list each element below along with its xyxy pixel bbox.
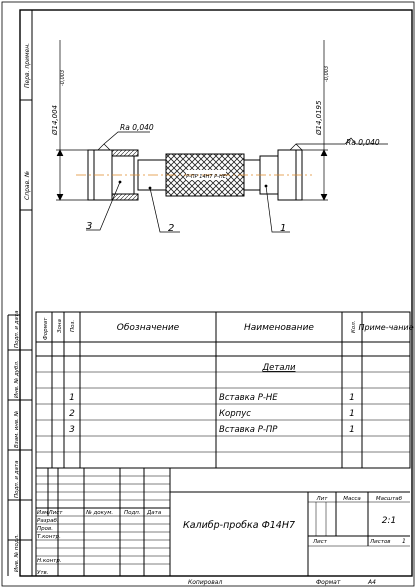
- spec-header-naimenovanie: Наименование: [244, 323, 314, 333]
- dim-left: [56, 40, 88, 200]
- marking-text: Р-ПР 14Н7 Р-НЕ: [186, 174, 226, 180]
- footer-format-value: А4: [368, 579, 376, 586]
- tb-n-dokum: № докум.: [86, 510, 114, 516]
- spec-header-zona: Зона: [57, 319, 63, 333]
- spec-row-1-qty: 1: [349, 393, 355, 403]
- side-podp-data-1: Подп. и дата: [14, 310, 20, 348]
- roughness-left-text: Ra 0,040: [120, 123, 154, 132]
- spec-row-3-qty: 1: [349, 425, 355, 435]
- tb-izm: Изм: [37, 510, 49, 516]
- tb-t-kontr: Т.контр.: [37, 534, 61, 540]
- tb-utv: Утв.: [37, 570, 49, 576]
- tb-n-kontr: Н.контр.: [37, 558, 62, 564]
- tb-massa: Масса: [343, 496, 361, 502]
- spec-rows: [69, 393, 355, 435]
- spec-header-format: Формат: [43, 317, 49, 340]
- tb-lit: Лит: [316, 496, 328, 502]
- tb-prov: Пров.: [37, 526, 53, 532]
- tb-data: Дата: [147, 510, 162, 516]
- roughness-left: [98, 132, 150, 150]
- tb-list: Лист: [48, 510, 63, 516]
- spec-header-oboznachenie: Обозначение: [116, 323, 180, 333]
- tb-podp: Подп.: [124, 510, 141, 516]
- dim-left-value: Ø14,004: [51, 104, 59, 135]
- dim-left-tol: -0,003: [60, 69, 66, 86]
- side-vzam-inv: Взам. инв. №: [14, 410, 20, 448]
- spec-header-primechanie: Приме-чание: [358, 323, 414, 332]
- side-perv-primen: Перв. примен.: [24, 42, 31, 88]
- tb-masshtab-value: 2:1: [381, 516, 397, 526]
- footer-format: Формат: [316, 579, 341, 586]
- footer-kopiroval: Копировал: [188, 579, 223, 586]
- tb-razrab: Разраб.: [37, 518, 59, 524]
- tb-masshtab: Масштаб: [375, 496, 403, 502]
- dim-right-tol: -0,003: [324, 65, 330, 82]
- leader-1-label: 1: [280, 223, 287, 234]
- spec-row-2-poz: 2: [69, 409, 75, 419]
- spec-row-3-poz: 3: [69, 425, 75, 435]
- tb-list-label: Лист: [313, 539, 327, 545]
- spec-header-poz: Поз.: [70, 319, 76, 332]
- spec-row-1-poz: 1: [69, 393, 75, 403]
- tb-listov-value: 1: [402, 538, 406, 545]
- tb-document-name: Калибр-пробка Ф14Н7: [182, 520, 296, 531]
- leader-3-label: 3: [86, 221, 93, 232]
- spec-row-2-name: Корпус: [219, 409, 251, 419]
- spec-table-grid: [36, 312, 410, 468]
- roughness-right-text: Ra 0,040: [346, 138, 380, 147]
- leader-2-label: 2: [168, 223, 175, 234]
- dim-right-value: Ø14,0195: [315, 100, 323, 135]
- side-sprav-no: Справ. №: [24, 170, 31, 200]
- spec-row-2-qty: 1: [349, 409, 355, 419]
- spec-row-1-name: Вставка Р-НЕ: [219, 393, 278, 403]
- spec-section-title: Детали: [262, 363, 296, 373]
- spec-row-3-name: Вставка Р-ПР: [219, 425, 278, 435]
- plug-gauge-drawing: [51, 40, 388, 234]
- drawing-frame: [20, 10, 412, 576]
- tb-listov-label: Листов: [370, 539, 391, 545]
- side-inv-dubl: Инв. № дубл.: [14, 360, 20, 398]
- spec-header-kol: Кол.: [351, 320, 357, 333]
- side-podp-data-2: Подп. и дата: [14, 460, 20, 498]
- side-inv-podl: Инв. № подл.: [14, 534, 20, 572]
